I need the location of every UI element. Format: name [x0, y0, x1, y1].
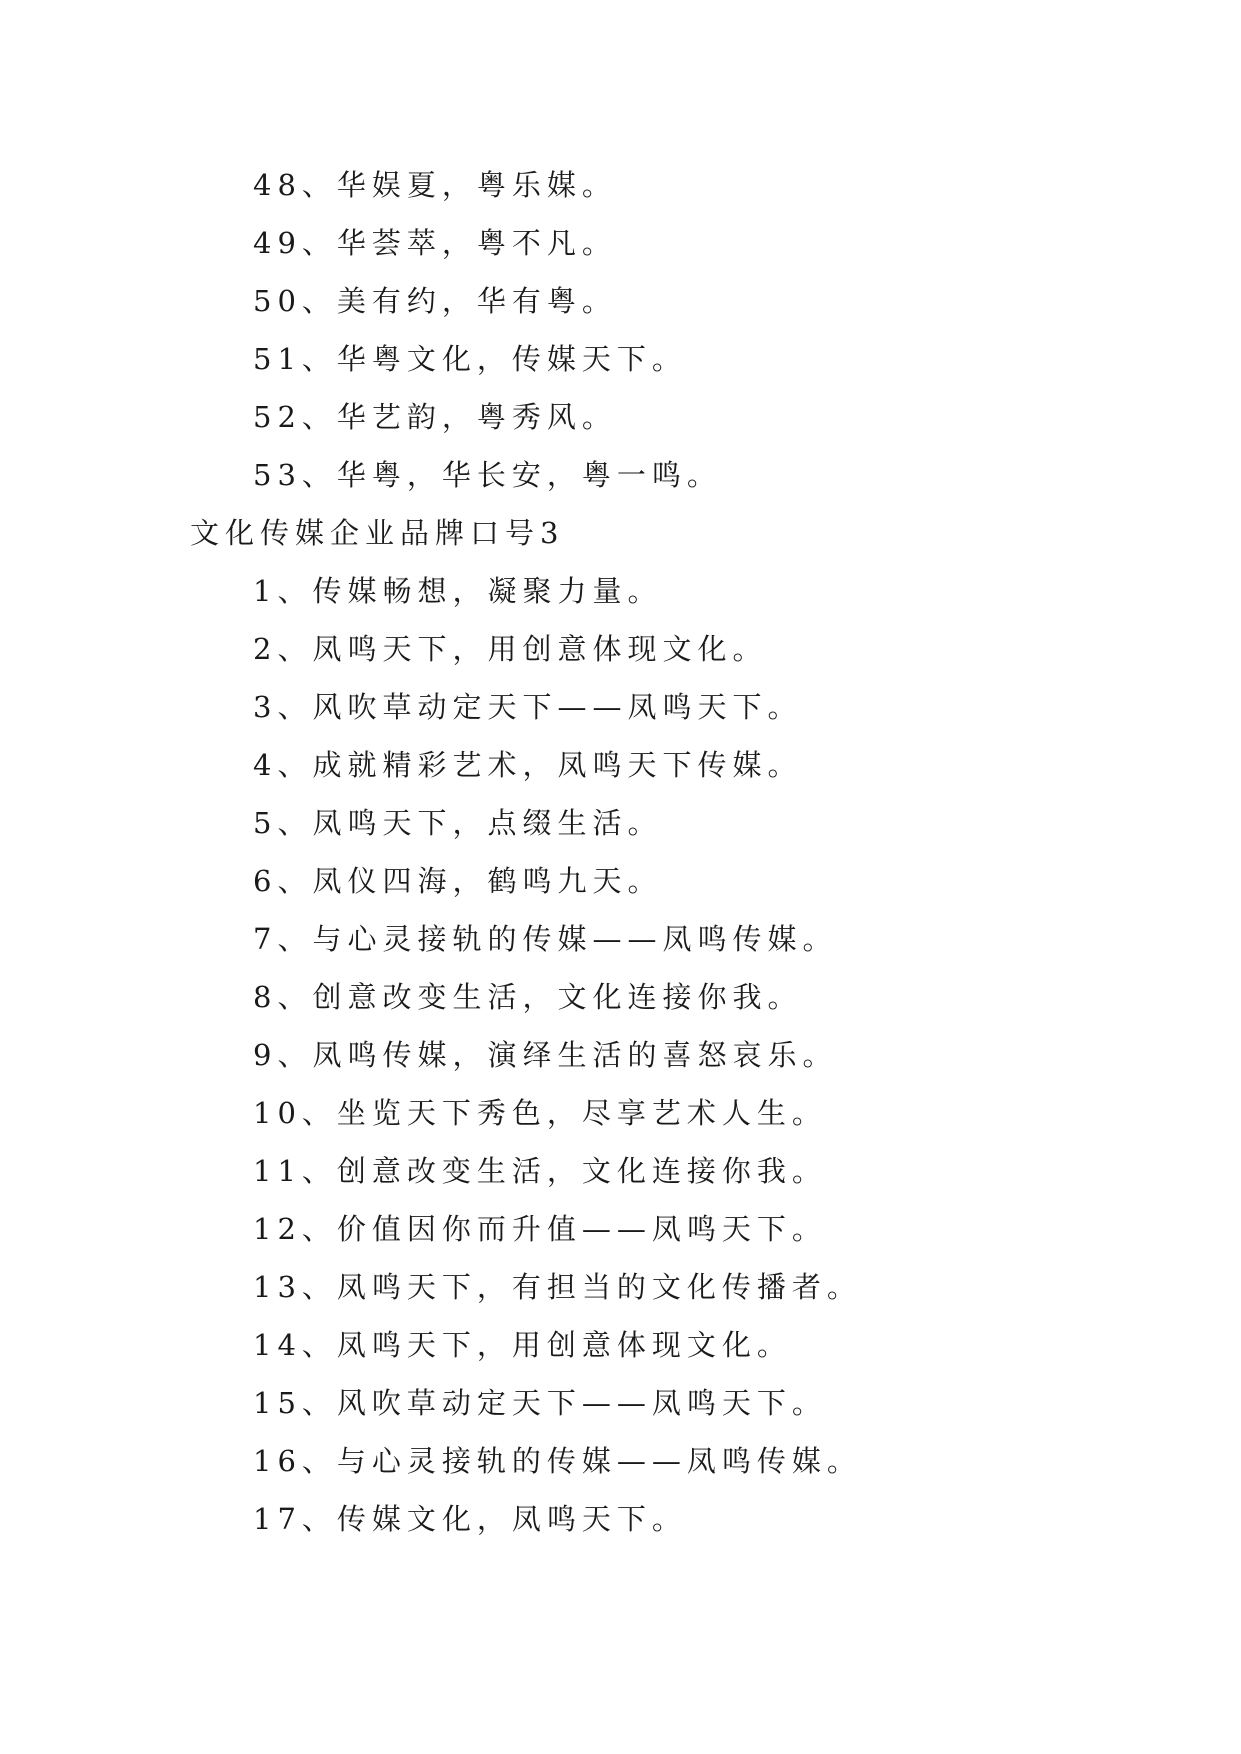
- list-item: 17、传媒文化，凤鸣天下。: [253, 1502, 687, 1536]
- list-item: 14、凤鸣天下，用创意体现文化。: [253, 1328, 792, 1362]
- list-item: 2、凤鸣天下，用创意体现文化。: [253, 632, 768, 666]
- list-item: 4、成就精彩艺术，凤鸣天下传媒。: [253, 748, 803, 782]
- list-item: 6、凤仪四海，鹤鸣九天。: [253, 864, 663, 898]
- list-item: 13、凤鸣天下，有担当的文化传播者。: [253, 1270, 862, 1304]
- list-item: 15、风吹草动定天下——凤鸣天下。: [253, 1386, 827, 1420]
- list-item: 51、华粤文化，传媒天下。: [253, 342, 687, 376]
- list-item: 9、凤鸣传媒，演绎生活的喜怒哀乐。: [253, 1038, 838, 1072]
- list-item: 16、与心灵接轨的传媒——凤鸣传媒。: [253, 1444, 862, 1478]
- list-item: 8、创意改变生活，文化连接你我。: [253, 980, 803, 1014]
- list-item: 52、华艺韵，粤秀风。: [253, 400, 617, 434]
- list-item: 53、华粤，华长安，粤一鸣。: [253, 458, 722, 492]
- list-item: 10、坐览天下秀色，尽享艺术人生。: [253, 1096, 827, 1130]
- list-item: 50、美有约，华有粤。: [253, 284, 617, 318]
- list-item: 12、价值因你而升值——凤鸣天下。: [253, 1212, 827, 1246]
- list-item: 3、风吹草动定天下——凤鸣天下。: [253, 690, 803, 724]
- list-item: 5、凤鸣天下，点缀生活。: [253, 806, 663, 840]
- list-item: 49、华荟萃，粤不凡。: [253, 226, 617, 260]
- list-item: 11、创意改变生活，文化连接你我。: [253, 1154, 827, 1188]
- list-item: 48、华娱夏，粤乐媒。: [253, 168, 617, 202]
- section-heading: 文化传媒企业品牌口号3: [190, 516, 565, 550]
- list-item: 1、传媒畅想，凝聚力量。: [253, 574, 663, 608]
- list-item: 7、与心灵接轨的传媒——凤鸣传媒。: [253, 922, 838, 956]
